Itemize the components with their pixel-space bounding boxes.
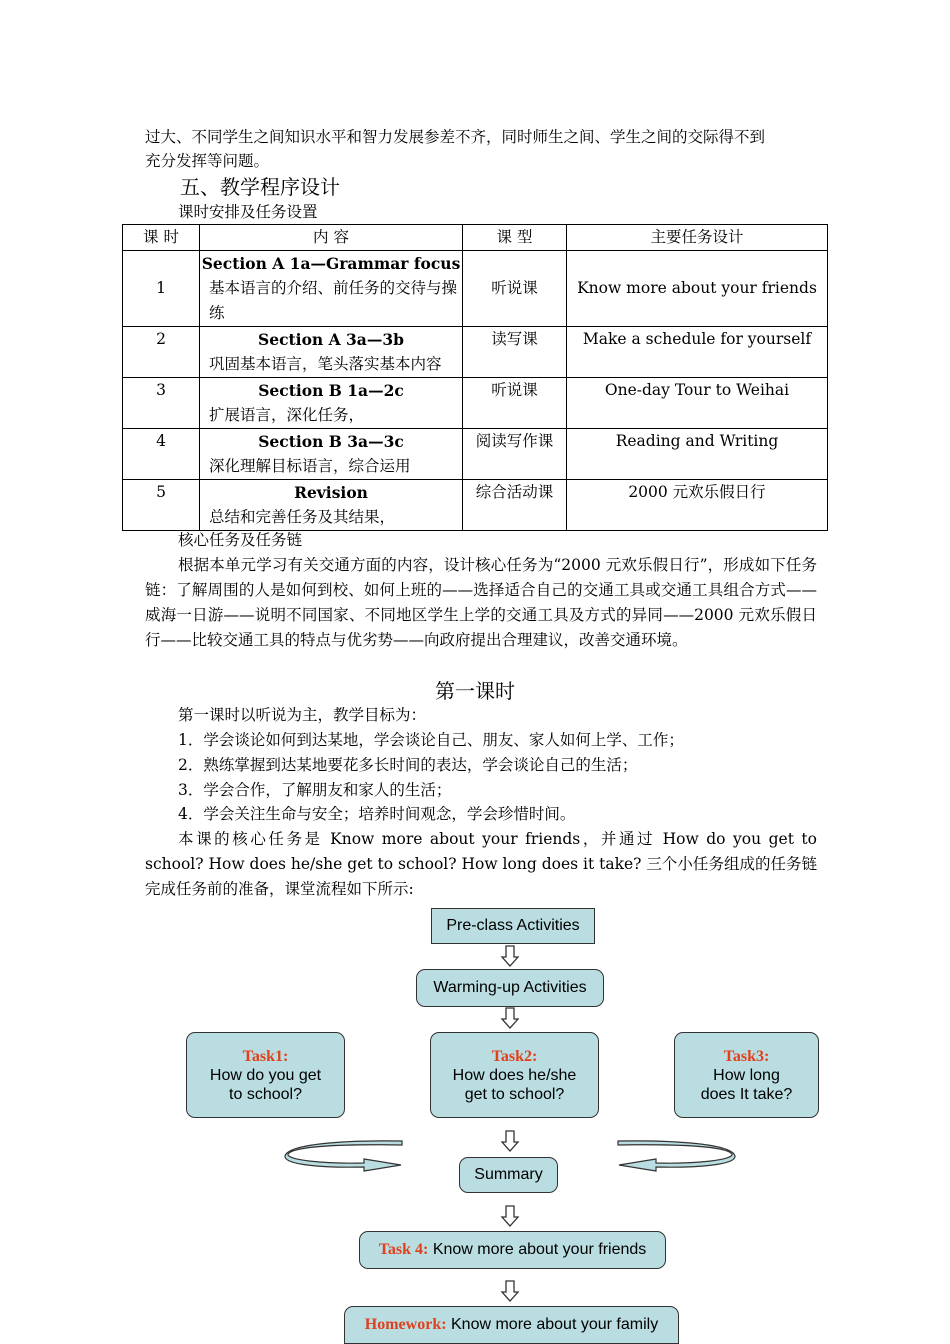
- row-desc: 深化理解目标语言，综合运用: [209, 457, 411, 475]
- summary-label: Summary: [474, 1166, 543, 1183]
- task2-line1: How does he/she: [452, 1066, 577, 1084]
- task1-line2: to school?: [229, 1085, 302, 1103]
- task2-label: Task2:: [491, 1047, 538, 1065]
- table-row: [123, 378, 828, 429]
- task3-line1: How long: [713, 1066, 780, 1084]
- warmup-box: [416, 969, 604, 1007]
- task4-text: Know more about your friends: [428, 1241, 647, 1258]
- row-task: Know more about your friends: [567, 251, 828, 327]
- row-type: 听说课: [463, 251, 567, 327]
- homework-box: [344, 1306, 679, 1344]
- row-title: Section A 1a—Grammar focus: [201, 254, 461, 273]
- row-desc: 总结和完善任务及其结果，: [209, 508, 396, 526]
- core-paragraph: 根据本单元学习有关交通方面的内容，设计核心任务为“2000 元欢乐假日行”，形成如下任务链：了解周围的人是如何到校、如何上班的——选择适合自己的交通工具或交通工具组合方式——威海一日游——说明不同国家、不同地区学生上学的交通工具及方式的异同——2000 元欢乐假日行——比较交通工具的特点与优劣势——向政府提出合理建议，改善交通环境。: [145, 556, 817, 649]
- task2-box: [430, 1032, 599, 1118]
- row-desc: 巩固基本语言，笔头落实基本内容: [209, 355, 442, 373]
- row-type: 阅读写作课: [463, 429, 567, 480]
- table-row: [123, 480, 828, 531]
- homework-label: Homework:: [364, 1316, 447, 1333]
- row-content: [200, 480, 463, 531]
- row-content: [200, 251, 463, 327]
- down-arrow-icon: [500, 1205, 520, 1227]
- lesson-intro: 第一课时以听说为主，教学目标为：: [178, 706, 427, 724]
- table-row: [123, 327, 828, 378]
- task1-line1: How do you get: [209, 1066, 322, 1084]
- goal-item: 1．学会谈论如何到达某地，学会谈论自己、朋友、家人如何上学、工作；: [178, 731, 684, 749]
- task4-box: [359, 1231, 666, 1269]
- table-row: [123, 251, 828, 327]
- curved-arrow-left-icon: [284, 1140, 406, 1174]
- goal-item: 4．学会关注生命与安全；培养时间观念，学会珍惜时间。: [178, 805, 576, 823]
- row-title: Section A 3a—3b: [258, 330, 404, 349]
- down-arrow-icon: [500, 1007, 520, 1029]
- row-num: 4: [123, 429, 200, 480]
- header-task: 主要任务设计: [567, 225, 828, 251]
- goal-item: 3．学会合作，了解朋友和家人的生活；: [178, 781, 452, 799]
- task3-box: [674, 1032, 819, 1118]
- summary-box: [459, 1157, 558, 1193]
- preclass-box: [431, 908, 595, 944]
- table-header-row: [123, 225, 828, 251]
- goal-item: 2．熟练掌握到达某地要花多长时间的表达，学会谈论自己的生活；: [178, 756, 638, 774]
- row-content: [200, 429, 463, 480]
- down-arrow-icon: [500, 1280, 520, 1302]
- row-num: 5: [123, 480, 200, 531]
- row-task: Make a schedule for yourself: [567, 327, 828, 378]
- core-heading: 核心任务及任务链: [178, 531, 303, 549]
- row-num: 1: [123, 251, 200, 327]
- row-title: Section B 1a—2c: [258, 381, 404, 400]
- row-content: [200, 378, 463, 429]
- task1-box: [186, 1032, 345, 1118]
- row-type: 听说课: [463, 378, 567, 429]
- down-arrow-icon: [500, 1130, 520, 1152]
- warmup-label: Warming-up Activities: [433, 979, 587, 996]
- row-content: [200, 327, 463, 378]
- task1-label: Task1:: [242, 1047, 289, 1065]
- task2-line2: get to school?: [464, 1085, 565, 1103]
- lesson-heading: 第一课时: [435, 679, 515, 703]
- task4-label: Task 4:: [378, 1241, 429, 1258]
- table-row: [123, 429, 828, 480]
- row-task: 2000 元欢乐假日行: [567, 480, 828, 531]
- schedule-table: [122, 224, 828, 531]
- core-task-paragraph: 本课的核心任务是 Know more about your friends，并通过 How do you get to school? How does he/she get to school? How long does it take? 三个小任务组成的任务链完成任务前的准备，课堂流程如下所示:: [145, 830, 817, 898]
- row-title: Section B 3a—3c: [258, 432, 404, 451]
- row-task: One-day Tour to Weihai: [567, 378, 828, 429]
- row-type: 综合活动课: [463, 480, 567, 531]
- schedule-heading: 课时安排及任务设置: [178, 203, 318, 221]
- header-content: 内 容: [200, 225, 463, 251]
- row-task: Reading and Writing: [567, 429, 828, 480]
- intro-line-1: 过大、不同学生之间知识水平和智力发展参差不齐，同时师生之间、学生之间的交际得不到: [145, 128, 766, 146]
- header-type: 课 型: [463, 225, 567, 251]
- task3-label: Task3:: [723, 1047, 770, 1065]
- row-type: 读写课: [463, 327, 567, 378]
- down-arrow-icon: [500, 945, 520, 967]
- preclass-label: Pre-class Activities: [446, 917, 580, 934]
- homework-text: Know more about your family: [446, 1316, 659, 1333]
- intro-line-2: 充分发挥等问题。: [145, 152, 270, 170]
- row-desc: 基本语言的介绍、前任务的交待与操练: [209, 279, 458, 322]
- row-title: Revision: [294, 483, 368, 502]
- row-num: 3: [123, 378, 200, 429]
- section-heading: 五、教学程序设计: [180, 175, 340, 199]
- row-desc: 扩展语言，深化任务，: [209, 406, 365, 424]
- header-period: 课 时: [123, 225, 200, 251]
- curved-arrow-right-icon: [614, 1140, 738, 1174]
- task3-line2: does It take?: [700, 1085, 793, 1103]
- row-num: 2: [123, 327, 200, 378]
